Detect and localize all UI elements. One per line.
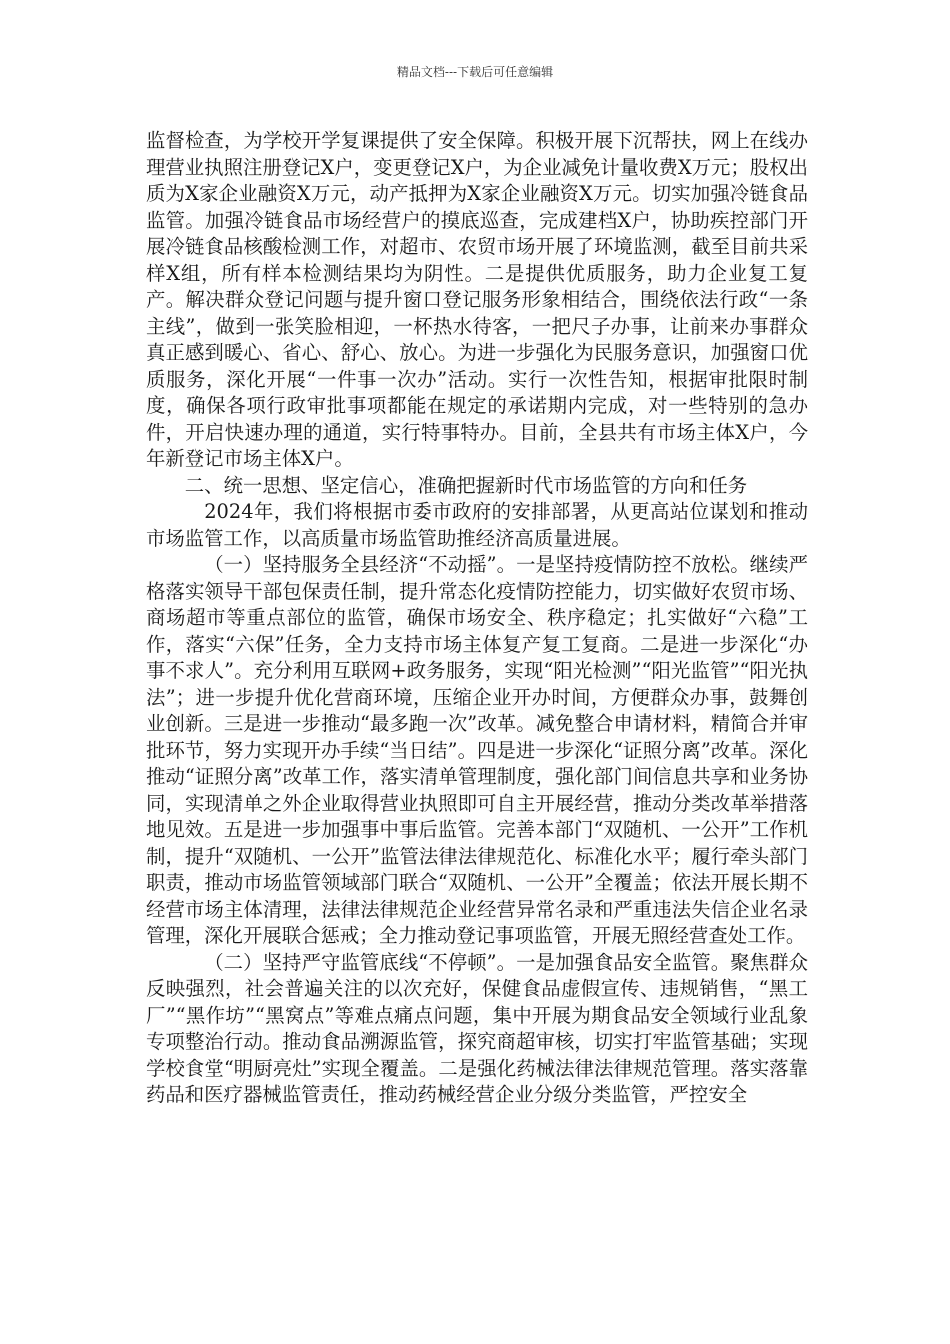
- page-header: 精品文档---下载后可任意编辑: [396, 65, 554, 79]
- paragraph-subsection-1: （一）坚持服务全县经济“不动摇”。一是坚持疫情防控不放松。继续严格落实领导干部包保责任制，提升常态化疫情防控能力，切实做好农贸市场、商场超市等重点部位的监管，确保市场安全、秩序稳定；扎实做好“六稳”工作，落实“六保”任务，全力支持市场主体复产复工复商。二是进一步深化“办事不求人”。充分利用互联网+政务服务，实现“阳光检测”“阳光监管”“阳光执法”；进一步提升优化营商环境，压缩企业开办时间，方便群众办事，鼓舞创业创新。三是进一步推动“最多跑一次”改革。减免整合申请材料，精简合并审批环节，努力实现开办手续“当日结”。四是进一步深化“证照分离”改革。深化推动“证照分离”改革工作，落实清单管理制度，强化部门间信息共享和业务协同，实现清单之外企业取得营业执照即可自主开展经营，推动分类改革举措落地见效。五是进一步加强事中事后监管。完善本部门“双随机、一公开”工作机制，提升“双随机、一公开”监管法律法律规范化、标准化水平；履行牵头部门职责，推动市场监管领域部门联合“双随机、一公开”全覆盖；依法开展长期不经营市场主体清理，法律法律规范企业经营异常名录和严重违法失信企业名录管理，深化开展联合惩戒；全力推动登记事项监管，开展无照经营查处工作。: [146, 553, 808, 947]
- document-body: [146, 128, 808, 1109]
- paragraph-2024-plan: 2024年，我们将根据市委市政府的安排部署，从更高站位谋划和推动市场监管工作，以高质量市场监管助推经济高质量进展。: [146, 500, 808, 550]
- paragraph-intro: 监督检查，为学校开学复课提供了安全保障。积极开展下沉帮扶，网上在线办理营业执照注册登记X户，变更登记X户，为企业减免计量收费X万元；股权出质为X家企业融资X万元，动产抵押为X家企业融资X万元。切实加强冷链食品监管。加强冷链食品市场经营户的摸底巡查，完成建档X户，协助疾控部门开展冷链食品核酸检测工作，对超市、农贸市场开展了环境监测，截至目前共采样X组，所有样本检测结果均为阴性。二是提供优质服务，助力企业复工复产。解决群众登记问题与提升窗口登记服务形象相结合，围绕依法行政“一条主线”，做到一张笑脸相迎，一杯热水待客，一把尺子办事，让前来办事群众真正感到暖心、省心、舒心、放心。为进一步强化为民服务意识，加强窗口优质服务，深化开展“一件事一次办”活动。实行一次性告知，根据审批限时制度，确保各项行政审批事项都能在规定的承诺期内完成，对一些特别的急办件，开启快速办理的通道，实行特事特办。目前，全县共有市场主体X户，今年新登记市场主体X户。: [146, 129, 808, 470]
- paragraph-subsection-2: （二）坚持严守监管底线“不停顿”。一是加强食品安全监管。聚焦群众反映强烈，社会普遍关注的以次充好，保健食品虚假宣传、违规销售，“黑工厂”“黑作坊”“黑窝点”等难点痛点问题，集中开展为期食品安全领域行业乱象专项整治行动。推动食品溯源监管，探究商超审核，切实打牢监管基础；实现学校食堂“明厨亮灶”实现全覆盖。二是强化药械法律法律规范管理。落实落靠药品和医疗器械监管责任，推动药械经营企业分级分类监管，严控安全: [146, 950, 808, 1106]
- section-heading: 二、统一思想、坚定信心，准确把握新时代市场监管的方向和任务: [184, 473, 748, 497]
